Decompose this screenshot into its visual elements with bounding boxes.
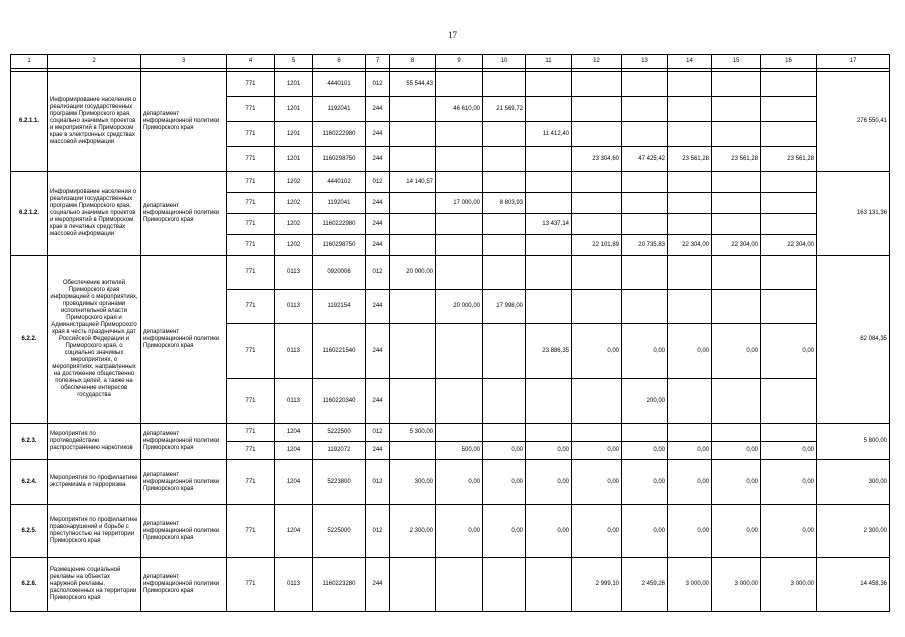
- row-number: 6.2.6.: [11, 558, 48, 612]
- amount-col10: [483, 172, 526, 193]
- code-col6: 5225000: [313, 505, 366, 558]
- amount-col10: [483, 235, 526, 256]
- amount-col9: 17 000,00: [436, 193, 483, 214]
- amount-col14: 0,00: [668, 505, 712, 558]
- code-col7: 244: [366, 214, 390, 235]
- amount-col8: [390, 214, 436, 235]
- table-row: [11, 460, 890, 505]
- amount-col13: [622, 424, 668, 442]
- code-col4: 771: [227, 256, 275, 290]
- amount-col15: [712, 72, 761, 97]
- amount-col13: [622, 172, 668, 193]
- amount-col14: 23 561,28: [668, 147, 712, 172]
- column-header: 8: [390, 55, 436, 69]
- amount-col12: [572, 214, 622, 235]
- amount-col13: [622, 97, 668, 122]
- amount-col11: [526, 193, 572, 214]
- amount-col9: [436, 558, 483, 612]
- amount-col12: [572, 256, 622, 290]
- amount-col12: [572, 424, 622, 442]
- amount-col16: [761, 72, 817, 97]
- column-header: 14: [668, 55, 712, 69]
- total-amount: 14 458,36: [817, 558, 890, 612]
- amount-col16: [761, 214, 817, 235]
- department-name: департамент информационной политики Приморского края: [141, 505, 227, 558]
- amount-col10: 0,00: [483, 442, 526, 460]
- amount-col16: [761, 172, 817, 193]
- column-header: 6: [313, 55, 366, 69]
- code-col5: 1202: [275, 193, 313, 214]
- amount-col10: [483, 379, 526, 424]
- amount-col15: [712, 379, 761, 424]
- column-header: 3: [141, 55, 227, 69]
- code-col7: 244: [366, 558, 390, 612]
- amount-col13: 47 425,42: [622, 147, 668, 172]
- amount-col9: 46 610,00: [436, 97, 483, 122]
- amount-col16: 3 000,00: [761, 558, 817, 612]
- total-amount: 300,00: [817, 460, 890, 505]
- amount-col12: 0,00: [572, 442, 622, 460]
- total-amount: 163 131,36: [817, 172, 890, 256]
- amount-col11: [526, 235, 572, 256]
- amount-col13: [622, 256, 668, 290]
- code-col5: 0113: [275, 324, 313, 379]
- code-col7: 244: [366, 442, 390, 460]
- total-amount: 2 300,00: [817, 505, 890, 558]
- amount-col8: [390, 97, 436, 122]
- amount-col12: [572, 72, 622, 97]
- column-header: 5: [275, 55, 313, 69]
- amount-col12: [572, 172, 622, 193]
- amount-col11: [526, 97, 572, 122]
- page-number: 17: [448, 30, 457, 40]
- amount-col9: 0,00: [436, 460, 483, 505]
- amount-col8: 300,00: [390, 460, 436, 505]
- amount-col8: [390, 122, 436, 147]
- amount-col15: [712, 290, 761, 324]
- row-number: 6.2.5.: [11, 505, 48, 558]
- column-header: 7: [366, 55, 390, 69]
- amount-col9: [436, 424, 483, 442]
- amount-col8: 2 300,00: [390, 505, 436, 558]
- amount-col12: [572, 379, 622, 424]
- column-header: 15: [712, 55, 761, 69]
- amount-col14: [668, 424, 712, 442]
- code-col6: 4440101: [313, 72, 366, 97]
- column-header: 1: [11, 55, 48, 69]
- amount-col8: [390, 147, 436, 172]
- column-header: 4: [227, 55, 275, 69]
- code-col5: 1204: [275, 442, 313, 460]
- code-col6: 1192072: [313, 442, 366, 460]
- code-col5: 1202: [275, 214, 313, 235]
- amount-col8: 20 000,00: [390, 256, 436, 290]
- amount-col15: 0,00: [712, 505, 761, 558]
- amount-col11: [526, 424, 572, 442]
- amount-col14: [668, 193, 712, 214]
- amount-col14: 22 304,00: [668, 235, 712, 256]
- amount-col9: [436, 172, 483, 193]
- amount-col9: 0,00: [436, 505, 483, 558]
- amount-col8: [390, 324, 436, 379]
- amount-col14: 0,00: [668, 460, 712, 505]
- amount-col14: 0,00: [668, 324, 712, 379]
- amount-col16: [761, 122, 817, 147]
- table-row: [11, 558, 890, 612]
- amount-col11: [526, 147, 572, 172]
- amount-col16: [761, 424, 817, 442]
- amount-col12: [572, 193, 622, 214]
- table-row: [11, 505, 890, 558]
- total-amount: 82 084,35: [817, 256, 890, 424]
- code-col7: 244: [366, 97, 390, 122]
- amount-col11: [526, 72, 572, 97]
- amount-col8: [390, 379, 436, 424]
- code-col5: 1201: [275, 122, 313, 147]
- department-name: департамент информационной политики Приморского края: [141, 72, 227, 172]
- code-col5: 1202: [275, 235, 313, 256]
- amount-col10: 0,00: [483, 460, 526, 505]
- code-col7: 244: [366, 235, 390, 256]
- column-header: 13: [622, 55, 668, 69]
- department-name: департамент информационной политики Приморского края: [141, 558, 227, 612]
- amount-col15: 0,00: [712, 324, 761, 379]
- code-col6: 1192041: [313, 193, 366, 214]
- amount-col12: 23 304,60: [572, 147, 622, 172]
- code-col4: 771: [227, 324, 275, 379]
- code-col7: 244: [366, 193, 390, 214]
- table-row: [11, 172, 890, 193]
- amount-col9: [436, 72, 483, 97]
- code-col5: 1204: [275, 505, 313, 558]
- amount-col13: 200,00: [622, 379, 668, 424]
- amount-col11: 23 886,35: [526, 324, 572, 379]
- amount-col8: 55 544,43: [390, 72, 436, 97]
- row-number: 6.2.1.2.: [11, 172, 48, 256]
- amount-col9: [436, 214, 483, 235]
- amount-col12: [572, 290, 622, 324]
- code-col7: 244: [366, 379, 390, 424]
- measure-name: Информирование населения о реализации государственных программ Приморского края, социально значимых проектов и мероприятий в Приморском крае в электронных средствах массовой информации: [48, 72, 141, 172]
- header-row: [11, 55, 890, 69]
- code-col7: 012: [366, 256, 390, 290]
- amount-col11: 0,00: [526, 505, 572, 558]
- row-number: 6.2.1.1.: [11, 72, 48, 172]
- code-col4: 771: [227, 442, 275, 460]
- amount-col11: [526, 256, 572, 290]
- amount-col9: [436, 235, 483, 256]
- department-name: департамент информационной политики Приморского края: [141, 460, 227, 505]
- code-col5: 1204: [275, 424, 313, 442]
- amount-col15: [712, 172, 761, 193]
- amount-col9: [436, 122, 483, 147]
- amount-col12: 0,00: [572, 460, 622, 505]
- code-col6: 1160220340: [313, 379, 366, 424]
- code-col6: 4440102: [313, 172, 366, 193]
- amount-col11: 13 437,14: [526, 214, 572, 235]
- column-header: 10: [483, 55, 526, 69]
- amount-col12: 0,00: [572, 505, 622, 558]
- amount-col8: [390, 290, 436, 324]
- amount-col16: 0,00: [761, 442, 817, 460]
- amount-col12: 0,00: [572, 324, 622, 379]
- amount-col10: [483, 324, 526, 379]
- measure-name: Мероприятия по профилактике экстремизма и терроризма: [48, 460, 141, 505]
- code-col4: 771: [227, 214, 275, 235]
- column-header: 12: [572, 55, 622, 69]
- amount-col8: [390, 558, 436, 612]
- amount-col13: 0,00: [622, 505, 668, 558]
- code-col7: 012: [366, 505, 390, 558]
- total-amount: 5 800,00: [817, 424, 890, 460]
- code-col7: 244: [366, 324, 390, 379]
- code-col6: 1160221540: [313, 324, 366, 379]
- table-row: [11, 256, 890, 290]
- amount-col12: [572, 97, 622, 122]
- amount-col14: [668, 379, 712, 424]
- row-number: 6.2.2.: [11, 256, 48, 424]
- code-col4: 771: [227, 97, 275, 122]
- amount-col9: 20 000,00: [436, 290, 483, 324]
- amount-col11: [526, 172, 572, 193]
- amount-col14: 3 000,00: [668, 558, 712, 612]
- code-col5: 1202: [275, 172, 313, 193]
- amount-col15: [712, 193, 761, 214]
- measure-name: Мероприятия по противодействию распространению наркотиков: [48, 424, 141, 460]
- amount-col13: 0,00: [622, 324, 668, 379]
- amount-col16: [761, 193, 817, 214]
- amount-col8: [390, 193, 436, 214]
- amount-col10: [483, 424, 526, 442]
- amount-col16: 23 561,28: [761, 147, 817, 172]
- amount-col11: [526, 290, 572, 324]
- code-col5: 0113: [275, 558, 313, 612]
- code-col4: 771: [227, 193, 275, 214]
- amount-col15: [712, 256, 761, 290]
- code-col4: 771: [227, 172, 275, 193]
- amount-col16: 22 304,00: [761, 235, 817, 256]
- amount-col10: [483, 72, 526, 97]
- amount-col13: 0,00: [622, 442, 668, 460]
- table-row: [11, 424, 890, 442]
- amount-col15: [712, 424, 761, 442]
- amount-col8: [390, 442, 436, 460]
- amount-col15: 3 000,00: [712, 558, 761, 612]
- code-col7: 244: [366, 290, 390, 324]
- code-col5: 1201: [275, 147, 313, 172]
- code-col6: 1160222980: [313, 122, 366, 147]
- code-col5: 0113: [275, 290, 313, 324]
- amount-col16: 0,00: [761, 324, 817, 379]
- amount-col16: [761, 290, 817, 324]
- amount-col11: 0,00: [526, 442, 572, 460]
- code-col6: 5223800: [313, 460, 366, 505]
- department-name: департамент информационной политики Приморского края: [141, 172, 227, 256]
- amount-col10: [483, 256, 526, 290]
- code-col6: 1160223280: [313, 558, 366, 612]
- total-amount: 276 550,41: [817, 72, 890, 172]
- amount-col16: [761, 97, 817, 122]
- row-number: 6.2.4.: [11, 460, 48, 505]
- code-col6: 1160222980: [313, 214, 366, 235]
- amount-col10: 0,00: [483, 505, 526, 558]
- code-col4: 771: [227, 424, 275, 442]
- amount-col16: 0,00: [761, 505, 817, 558]
- code-col4: 771: [227, 558, 275, 612]
- amount-col13: 2 459,26: [622, 558, 668, 612]
- code-col4: 771: [227, 72, 275, 97]
- code-col7: 012: [366, 424, 390, 442]
- amount-col9: 500,00: [436, 442, 483, 460]
- column-header: 16: [761, 55, 817, 69]
- code-col6: 0920006: [313, 256, 366, 290]
- code-col5: 1204: [275, 460, 313, 505]
- code-col4: 771: [227, 147, 275, 172]
- amount-col15: [712, 122, 761, 147]
- amount-col16: 0,00: [761, 460, 817, 505]
- code-col4: 771: [227, 460, 275, 505]
- code-col5: 1201: [275, 72, 313, 97]
- amount-col12: 2 999,10: [572, 558, 622, 612]
- code-col7: 012: [366, 460, 390, 505]
- amount-col13: [622, 72, 668, 97]
- amount-col13: [622, 193, 668, 214]
- amount-col16: [761, 379, 817, 424]
- department-name: департамент информационной политики Приморского края: [141, 424, 227, 460]
- amount-col10: [483, 558, 526, 612]
- department-name: департамент информационной политики Приморского края: [141, 256, 227, 424]
- amount-col14: [668, 214, 712, 235]
- amount-col8: [390, 235, 436, 256]
- amount-col13: [622, 122, 668, 147]
- code-col4: 771: [227, 290, 275, 324]
- code-col6: 5222500: [313, 424, 366, 442]
- amount-col14: [668, 122, 712, 147]
- column-header: 11: [526, 55, 572, 69]
- code-col6: 1192154: [313, 290, 366, 324]
- amount-col14: [668, 256, 712, 290]
- measure-name: Информирование населения о реализации государственных программ Приморского края, социально значимых проектов и мероприятий в Приморском крае в печатных средствах массовой информации: [48, 172, 141, 256]
- amount-col14: [668, 97, 712, 122]
- amount-col14: [668, 290, 712, 324]
- amount-col10: [483, 147, 526, 172]
- code-col5: 1201: [275, 97, 313, 122]
- amount-col10: 17 998,00: [483, 290, 526, 324]
- column-header: 17: [817, 55, 890, 69]
- measure-name: Обеспечение жителей Приморского края информацией о мероприятиях, проводимых органами исполнительной власти Приморского края и Администрацией Приморского края в честь праздничных дат Российской Федерации и Приморского края, о социально значимых мероприятиях, о мероприятиях, направленных на достижение общественно полезных целей, а также на обеспечение интересов государства: [48, 256, 141, 424]
- amount-col10: [483, 122, 526, 147]
- code-col5: 0113: [275, 379, 313, 424]
- code-col4: 771: [227, 379, 275, 424]
- amount-col11: [526, 558, 572, 612]
- code-col4: 771: [227, 505, 275, 558]
- code-col7: 244: [366, 147, 390, 172]
- amount-col11: 0,00: [526, 460, 572, 505]
- code-col6: 1160298750: [313, 147, 366, 172]
- amount-col14: [668, 72, 712, 97]
- code-col7: 244: [366, 122, 390, 147]
- amount-col8: 14 140,57: [390, 172, 436, 193]
- amount-col15: [712, 97, 761, 122]
- amount-col15: 0,00: [712, 442, 761, 460]
- amount-col15: 23 561,28: [712, 147, 761, 172]
- code-col7: 012: [366, 72, 390, 97]
- amount-col13: [622, 214, 668, 235]
- amount-col13: 20 735,83: [622, 235, 668, 256]
- amount-col12: 22 101,89: [572, 235, 622, 256]
- budget-table: [10, 54, 890, 612]
- amount-col13: [622, 290, 668, 324]
- row-number: 6.2.3.: [11, 424, 48, 460]
- amount-col15: 22 304,00: [712, 235, 761, 256]
- amount-col9: [436, 324, 483, 379]
- amount-col12: [572, 122, 622, 147]
- amount-col14: 0,00: [668, 442, 712, 460]
- amount-col11: 11 412,40: [526, 122, 572, 147]
- amount-col15: 0,00: [712, 460, 761, 505]
- amount-col13: 0,00: [622, 460, 668, 505]
- column-header: 2: [48, 55, 141, 69]
- code-col4: 771: [227, 122, 275, 147]
- code-col6: 1192041: [313, 97, 366, 122]
- amount-col10: 8 803,93: [483, 193, 526, 214]
- amount-col14: [668, 172, 712, 193]
- column-header: 9: [436, 55, 483, 69]
- code-col6: 1160298750: [313, 235, 366, 256]
- amount-col16: [761, 256, 817, 290]
- table-row: [11, 72, 890, 97]
- amount-col9: [436, 147, 483, 172]
- measure-name: Размещение социальной рекламы на объектах наружной рекламы, расположенных на территории Приморского края: [48, 558, 141, 612]
- code-col5: 0113: [275, 256, 313, 290]
- amount-col15: [712, 214, 761, 235]
- code-col7: 012: [366, 172, 390, 193]
- amount-col9: [436, 256, 483, 290]
- amount-col10: 21 569,72: [483, 97, 526, 122]
- code-col4: 771: [227, 235, 275, 256]
- amount-col10: [483, 214, 526, 235]
- amount-col11: [526, 379, 572, 424]
- amount-col9: [436, 379, 483, 424]
- measure-name: Мероприятия по профилактике правонарушений и борьбе с преступностью на территории Приморского края: [48, 505, 141, 558]
- amount-col8: 5 300,00: [390, 424, 436, 442]
